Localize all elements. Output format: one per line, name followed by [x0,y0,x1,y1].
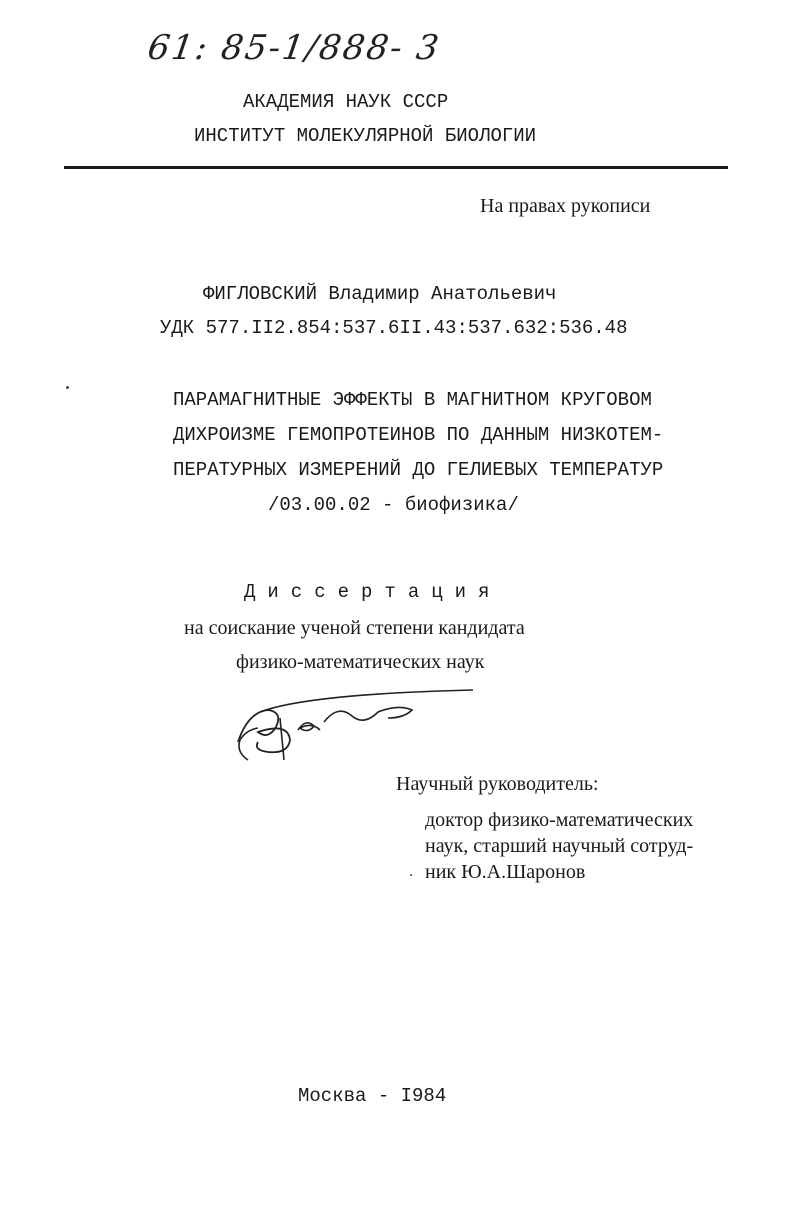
institute-heading: ИНСТИТУТ МОЛЕКУЛЯРНОЙ БИОЛОГИИ [194,125,537,147]
author-signature [228,682,478,772]
scan-speck [410,874,412,876]
degree-line: на соискание ученой степени кандидата [184,617,525,639]
title-line-3: ПЕРАТУРНЫХ ИЗМЕРЕНИЙ ДО ГЕЛИЕВЫХ ТЕМПЕРАТУР [173,459,664,481]
degree-field: физико-математических наук [236,651,485,673]
supervisor-line-1: доктор физико-математических [425,809,694,831]
archive-handwritten-mark: 61: 85-1/888- 3 [145,28,444,68]
supervisor-line-2: наук, старший научный сотруд- [425,835,694,857]
udk-code: УДК 577.II2.854:537.6II.43:537.632:536.48 [160,317,628,339]
specialty-code: /03.00.02 - биофизика/ [268,494,519,516]
author-name: ФИГЛОВСКИЙ Владимир Анатольевич [203,283,557,305]
title-line-1: ПАРАМАГНИТНЫЕ ЭФФЕКТЫ В МАГНИТНОМ КРУГОВОМ [173,389,652,411]
header-divider [64,166,728,169]
scan-speck [66,386,69,389]
supervisor-label: Научный руководитель: [396,773,599,795]
dissertation-heading: Диссертация [244,581,502,603]
manuscript-rights-note: На правах рукописи [480,195,651,217]
place-and-year: Москва - I984 [298,1085,447,1107]
supervisor-line-3: ник Ю.А.Шаронов [425,861,586,883]
title-line-2: ДИХРОИЗМЕ ГЕМОПРОТЕИНОВ ПО ДАННЫМ НИЗКОТЕМ- [173,424,664,446]
academy-heading: АКАДЕМИЯ НАУК СССР [243,91,449,113]
